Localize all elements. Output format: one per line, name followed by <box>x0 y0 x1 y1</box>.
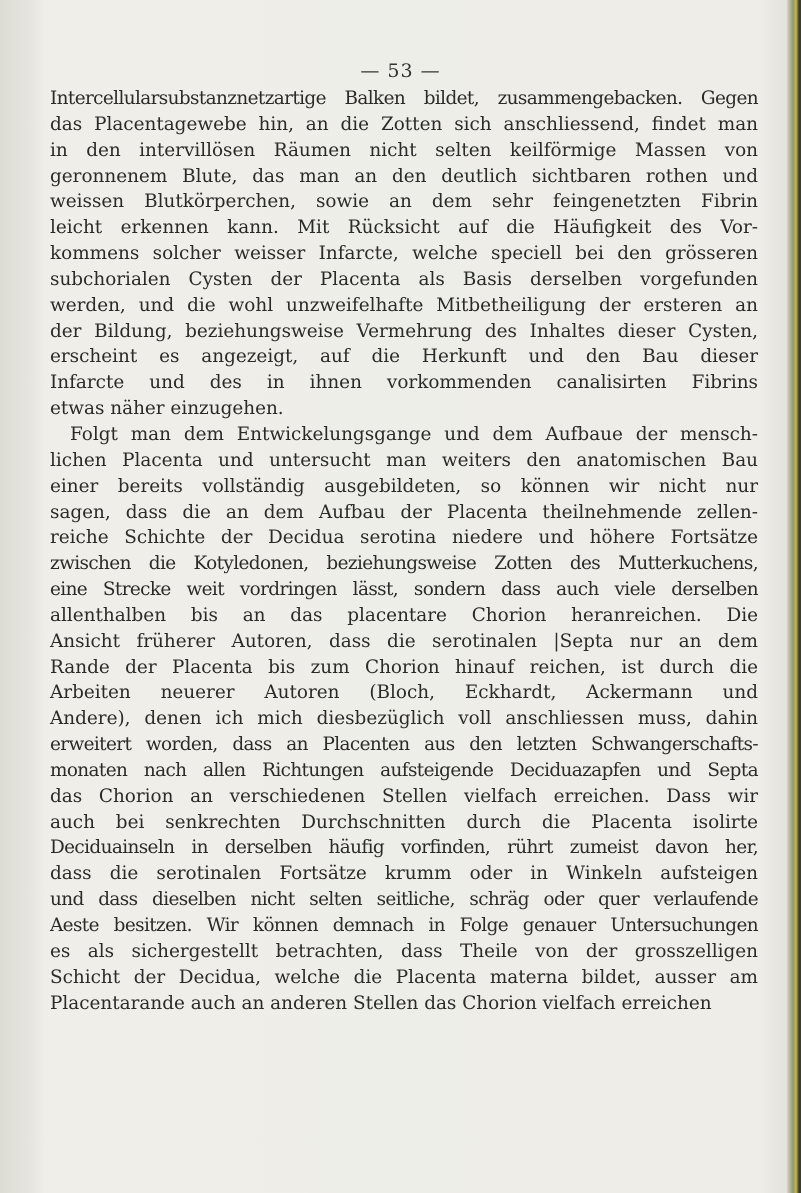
text-line: es als sichergestellt betrachten, dass Theile von der grosszelligen <box>50 940 758 962</box>
text-line: Andere), denen ich mich diesbezüglich voll anschliessen muss, dahin <box>50 708 758 730</box>
text-line: Placentarande auch an anderen Stellen das Chorion vielfach erreichen <box>50 992 712 1014</box>
page-gutter-shadow <box>0 0 46 1193</box>
text-line: in den intervillösen Räumen nicht selten keilförmige Massen von <box>50 139 758 161</box>
text-line: erweitert worden, dass an Placenten aus den letzten Schwangerschafts- <box>50 734 758 756</box>
text-line: Ansicht früherer Autoren, dass die serotinalen |Septa nur an dem <box>50 630 758 652</box>
text-line: monaten nach allen Richtungen aufsteigende Deciduazapfen und Septa <box>50 759 758 781</box>
text-line: Arbeiten neuerer Autoren (Bloch, Eckhardt, Ackermann und <box>50 682 758 704</box>
text-line: einer bereits vollständig ausgebildeten, so können wir nicht nur <box>50 475 758 497</box>
text-line: lichen Placenta und untersucht man weiters den anatomischen Bau <box>50 449 758 471</box>
text-line: geronnenem Blute, das man an den deutlich sichtbaren rothen und <box>50 165 758 187</box>
text-line: dass die serotinalen Fortsätze krumm oder in Winkeln aufsteigen <box>50 863 758 885</box>
text-line: eine Strecke weit vordringen lässt, sondern dass auch viele derselben <box>50 579 758 601</box>
text-line: Schicht der Decidua, welche die Placenta materna bildet, ausser am <box>50 966 758 988</box>
text-line: subchorialen Cysten der Placenta als Basis derselben vorgefunden <box>50 268 758 290</box>
body-text <box>50 86 758 1016</box>
text-line: das Placentagewebe hin, an die Zotten sich anschliessend, findet man <box>50 113 758 135</box>
text-line: reiche Schichte der Decidua serotina niedere und höhere Fortsätze <box>50 527 758 549</box>
text-line: Intercellularsubstanznetzartige Balken bildet, zusammengebacken. Gegen <box>50 88 758 109</box>
page-edge <box>787 0 801 1193</box>
text-line: Deciduainseln in derselben häufig vorfinden, rührt zumeist davon her, <box>50 837 758 859</box>
text-line: Aeste besitzen. Wir können demnach in Folge genauer Untersuchungen <box>50 915 758 936</box>
text-line: leicht erkennen kann. Mit Rücksicht auf die Häufigkeit des Vor- <box>50 217 758 239</box>
text-line: der Bildung, beziehungsweise Vermehrung des Inhaltes dieser Cysten, <box>50 320 758 342</box>
text-line: allenthalben bis an das placentare Chorion heranreichen. Die <box>50 604 758 626</box>
text-line: Rande der Placenta bis zum Chorion hinauf reichen, ist durch die <box>50 656 758 678</box>
text-line: das Chorion an verschiedenen Stellen vielfach erreichen. Dass wir <box>50 785 758 807</box>
text-line: erscheint es angezeigt, auf die Herkunft und den Bau dieser <box>50 346 758 368</box>
text-line: auch bei senkrechten Durchschnitten durch die Placenta isolirte <box>50 811 758 833</box>
text-line: kommens solcher weisser Infarcte, welche speciell bei den grösseren <box>50 243 758 265</box>
text-line: weissen Blutkörperchen, sowie an dem sehr feingenetzten Fibrin <box>50 191 758 213</box>
text-line: etwas näher einzugehen. <box>50 398 284 420</box>
text-line: sagen, dass die an dem Aufbau der Placenta theilnehmende zellen- <box>50 501 758 523</box>
text-line: und dass dieselben nicht selten seitliche, schräg oder quer verlaufende <box>50 889 758 911</box>
page-number: — 53 — <box>360 60 441 82</box>
text-line: Infarcte und des in ihnen vorkommenden canalisirten Fibrins <box>50 372 758 394</box>
text-line: Folgt man dem Entwickelungsgange und dem Aufbaue der mensch- <box>70 423 758 445</box>
text-line: zwischen die Kotyledonen, beziehungsweise Zotten des Mutterkuchens, <box>50 553 758 575</box>
text-line: werden, und die wohl unzweifelhafte Mitbetheiligung der ersteren an <box>50 294 758 316</box>
